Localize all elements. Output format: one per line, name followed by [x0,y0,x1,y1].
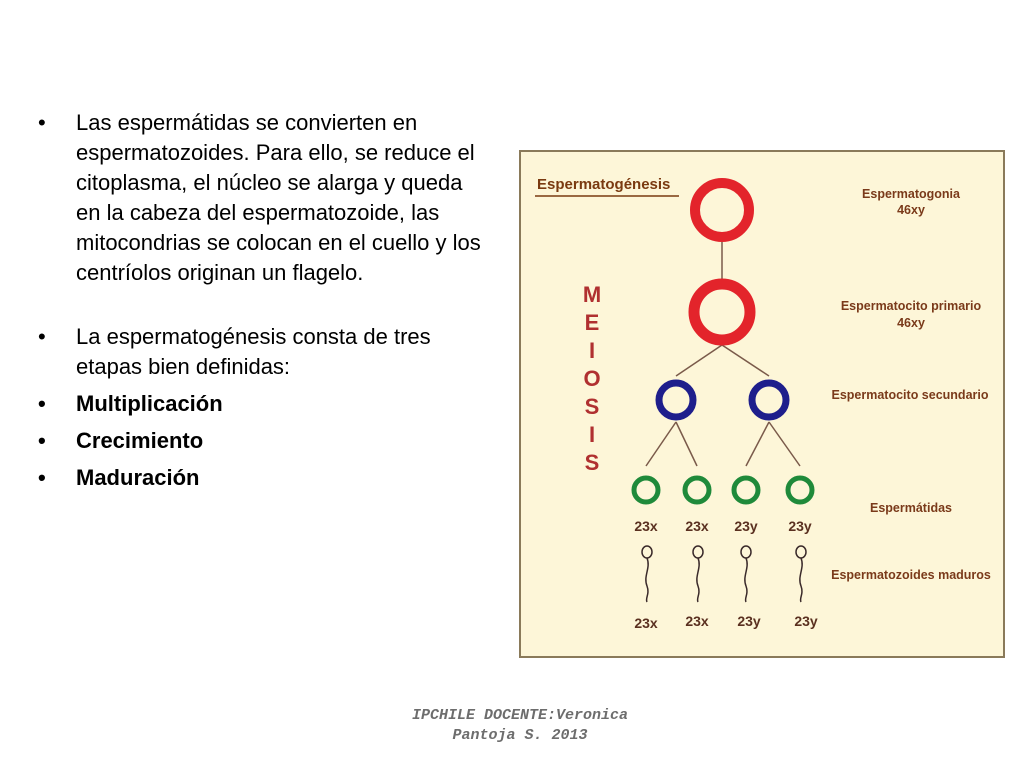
bullet-dot: • [38,324,46,349]
footer-line-2: Pantoja S. 2013 [452,727,588,744]
bullet-dot: • [38,465,46,490]
meiosis-letter: M [582,282,602,307]
spermatid-label: 23x [685,518,709,534]
stage-label-mature-sperm: Espermatozoides maduros [831,568,991,582]
spermatid-label: 23x [634,518,658,534]
footer-line-1: IPCHILE DOCENTE:Veronica [411,707,629,724]
diagram-title: Espermatogénesis [537,176,671,193]
bullet-text: La espermatogénesis consta de tres etapas bien definidas: [76,324,431,379]
bullet-text: Maduración [76,465,200,490]
bullet-list [38,108,488,493]
stage-label-primary: Espermatocito primario [840,299,982,313]
bullet-text: Multiplicación [76,391,223,416]
bullet-dot: • [38,428,46,453]
bullet-item-stages-intro [38,322,488,382]
spermatid-label: 23y [734,518,758,534]
stage-label-espermatogonia-karyotype: 46xy [897,203,925,217]
meiosis-letter: O [583,366,601,391]
bullet-dot: • [38,110,46,135]
spermatogenesis-diagram [519,150,1005,658]
bullet-text: Crecimiento [76,428,204,453]
meiosis-letter: I [588,422,596,447]
footer-credit [370,706,670,746]
bullet-item-maduracion [38,463,488,493]
bullet-item-spermatids [38,108,488,288]
sperm-label: 23x [685,613,709,629]
bullet-item-crecimiento [38,426,488,456]
sperm-label: 23y [794,613,818,629]
bullet-text: Las espermátidas se convierten en espermatozoides. Para ello, se reduce el citoplasma, el núcleo se alarga y queda en la cabeza del espermatozoide, las mitocondrias se colocan en el cuello y los centríolos originan un flagelo. [76,110,481,285]
stage-label-espermatidas: Espermátidas [870,501,952,515]
stage-label-primary-karyotype: 46xy [897,316,925,330]
meiosis-letter: S [584,450,600,475]
stage-label-secondary: Espermatocito secundario [831,388,989,402]
spermatid-label: 23y [788,518,812,534]
meiosis-letter: E [584,310,600,335]
meiosis-letter: I [588,338,596,363]
sperm-label: 23x [634,615,658,631]
meiosis-letter: S [584,394,600,419]
bullet-dot: • [38,391,46,416]
stage-label-espermatogonia: Espermatogonia [862,187,960,201]
sperm-label: 23y [737,613,761,629]
bullet-item-multiplicacion [38,389,488,419]
